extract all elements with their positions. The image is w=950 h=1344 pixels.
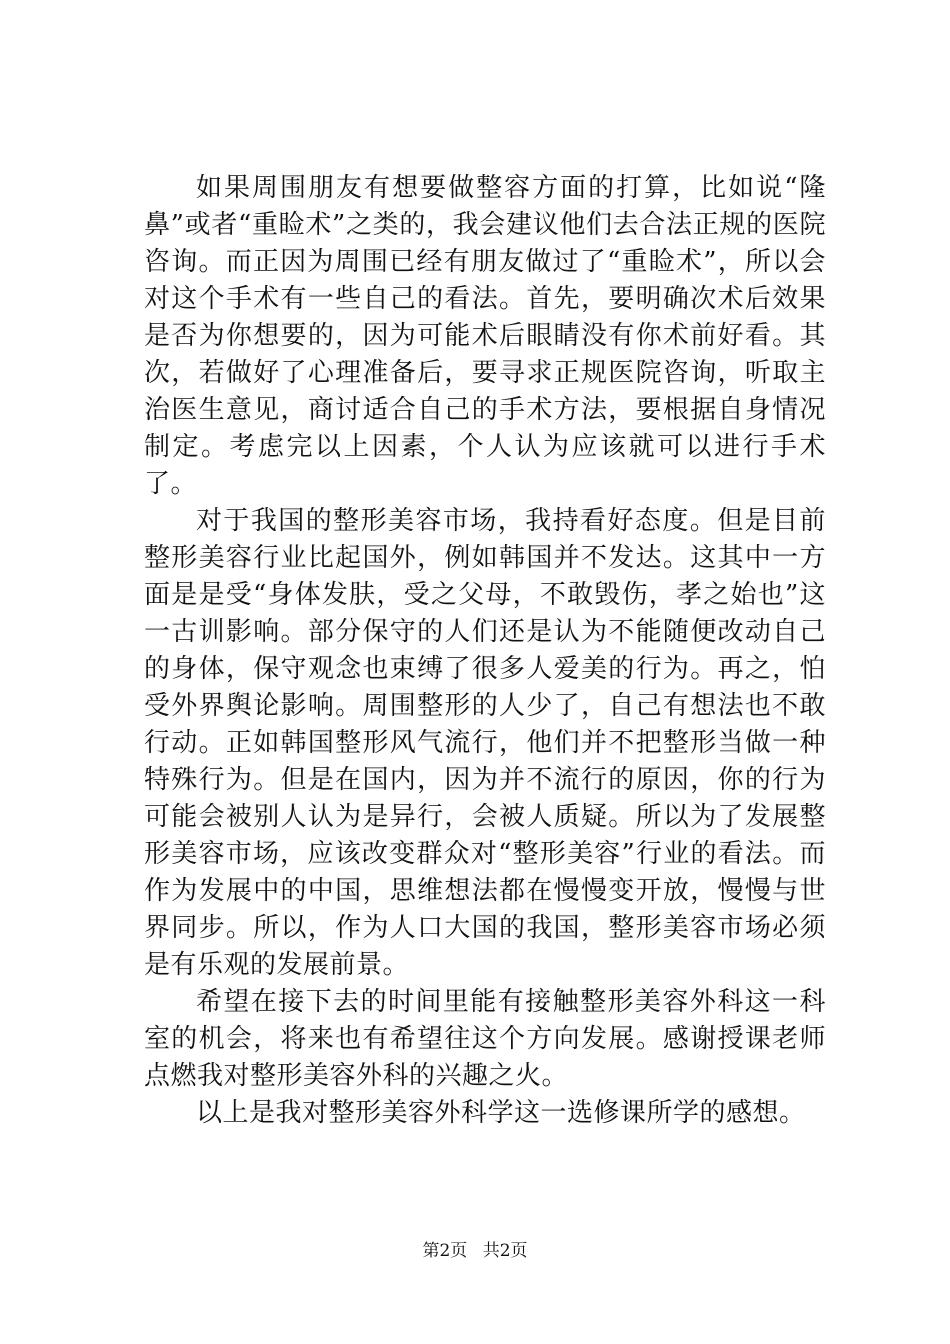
page-total: 共2页 [482,1241,528,1261]
paragraph-3: 希望在接下去的时间里能有接触整形美容外科这一科室的机会，将来也有希望往这个方向发展。感谢授课老师点燃我对整形美容外科的兴趣之火。 [144,987,826,1091]
document-body [144,170,826,1132]
page-footer [0,1240,950,1262]
paragraph-1: 如果周围朋友有想要做整容方面的打算，比如说“隆鼻”或者“重睑术”之类的，我会建议他们去合法正规的医院咨询。而正因为周围已经有朋友做过了“重睑术”，所以会对这个手术有一些自己的看法。首先，要明确次术后效果是否为你想要的，因为可能术后眼睛没有你术前好看。其次，若做好了心理准备后，要寻求正规医院咨询，听取主治医生意见，商讨适合自己的手术方法，要根据自身情况制定。考虑完以上因素，个人认为应该就可以进行手术了。 [144,173,826,499]
paragraph-4: 以上是我对整形美容外科学这一选修课所学的感想。 [196,1098,806,1128]
page-number: 第2页 [422,1241,468,1261]
paragraph-2: 对于我国的整形美容市场，我持看好态度。但是目前整形美容行业比起国外，例如韩国并不发达。这其中一方面是是受“身体发肤，受之父母，不敢毁伤，孝之始也”这一古训影响。部分保守的人们还是认为不能随便改动自己的身体，保守观念也束缚了很多人爱美的行为。再之，怕受外界舆论影响。周围整形的人少了，自己有想法也不敢行动。正如韩国整形风气流行，他们并不把整形当做一种特殊行为。但是在国内，因为并不流行的原因，你的行为可能会被别人认为是异行，会被人质疑。所以为了发展整形美容市场，应该改变群众对“整形美容”行业的看法。而作为发展中的中国，思维想法都在慢慢变开放，慢慢与世界同步。所以，作为人口大国的我国，整形美容市场必须是有乐观的发展前景。 [144,506,826,980]
